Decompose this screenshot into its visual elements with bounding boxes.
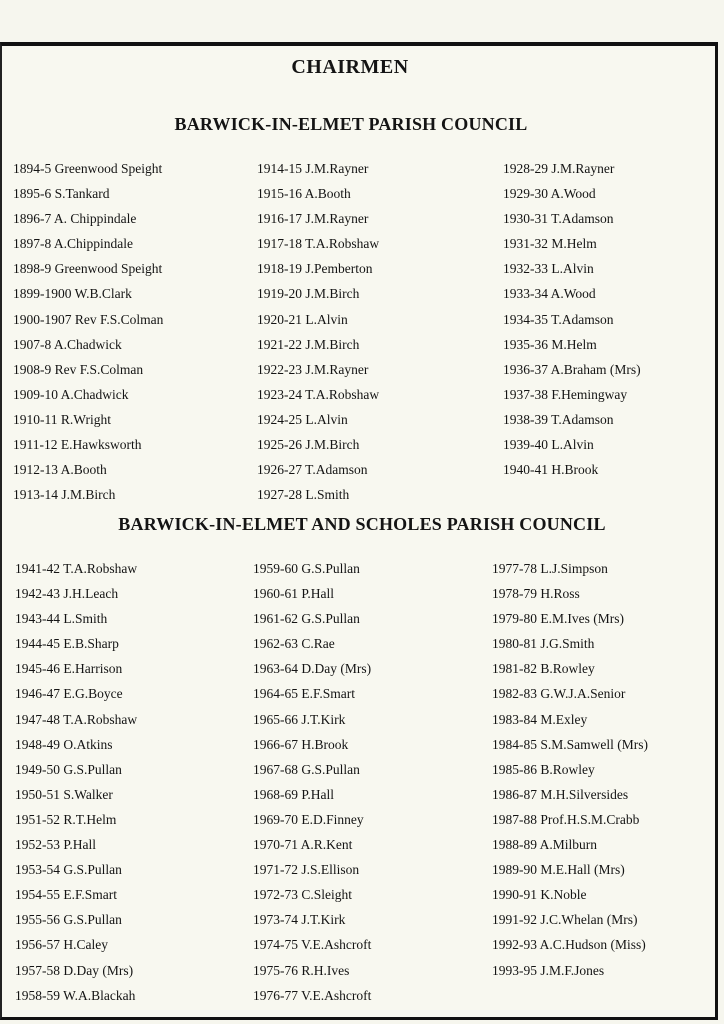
chairman-entry: 1942-43 J.H.Leach [15, 586, 119, 602]
chairman-entry: 1945-46 E.Harrison [15, 661, 123, 677]
chairman-entry: 1908-9 Rev F.S.Colman [13, 361, 144, 377]
chairman-entry: 1929-30 A.Wood [503, 186, 596, 202]
chairman-entry: 1987-88 Prof.H.S.M.Crabb [492, 811, 640, 827]
chairman-entry: 1937-38 F.Hemingway [503, 386, 628, 402]
chairman-entry: 1933-34 A.Wood [503, 286, 596, 302]
chairman-entry: 1976-77 V.E.Ashcroft [253, 987, 372, 1003]
chairman-entry: 1938-39 T.Adamson [503, 411, 614, 427]
chairman-entry: 1956-57 H.Caley [15, 937, 108, 953]
chairman-entry: 1974-75 V.E.Ashcroft [253, 937, 372, 953]
chairman-entry: 1918-19 J.Pemberton [257, 261, 373, 277]
chairman-entry: 1978-79 H.Ross [492, 586, 580, 602]
chairman-entry: 1928-29 J.M.Rayner [503, 161, 615, 176]
chairman-entry: 1923-24 T.A.Robshaw [257, 386, 380, 402]
chairman-entry: 1983-84 M.Exley [492, 711, 588, 727]
chairman-entry: 1966-67 H.Brook [253, 736, 349, 752]
chairman-entry: 1897-8 A.Chippindale [13, 236, 133, 252]
chairman-entry: 1924-25 L.Alvin [257, 411, 348, 427]
chairman-entry: 1936-37 A.Braham (Mrs) [503, 361, 641, 377]
chairman-entry: 1963-64 D.Day (Mrs) [253, 661, 372, 677]
chairman-entry: 1965-66 J.T.Kirk [253, 711, 346, 727]
chairman-entry: 1934-35 T.Adamson [503, 311, 614, 327]
chairman-entry: 1939-40 L.Alvin [503, 437, 594, 453]
chairman-entry: 1952-53 P.Hall [15, 837, 96, 853]
chairman-entry: 1950-51 S.Walker [15, 786, 113, 802]
chairman-entry: 1894-5 Greenwood Speight [13, 161, 163, 176]
chairman-entry: 1955-56 G.S.Pullan [15, 912, 122, 928]
chairman-entry: 1913-14 J.M.Birch [13, 487, 116, 503]
chairman-entry: 1975-76 R.H.Ives [253, 962, 350, 978]
chairman-entry: 1991-92 J.C.Whelan (Mrs) [492, 912, 638, 928]
chairman-entry: 1949-50 G.S.Pullan [15, 761, 122, 777]
section-heading-barwick-parish-council: BARWICK-IN-ELMET PARISH COUNCIL [174, 114, 528, 134]
chairman-entry: 1896-7 A. Chippindale [13, 211, 137, 227]
chairman-entry: 1951-52 R.T.Helm [15, 811, 117, 827]
chairman-entry: 1944-45 E.B.Sharp [15, 636, 119, 652]
chairmen-list-column [15, 556, 137, 1008]
chairman-entry: 1930-31 T.Adamson [503, 211, 614, 227]
chairman-entry: 1969-70 E.D.Finney [253, 811, 364, 827]
chairman-entry: 1961-62 G.S.Pullan [253, 611, 360, 627]
chairman-entry: 1979-80 E.M.Ives (Mrs) [492, 611, 624, 627]
chairman-entry: 1988-89 A.Milburn [492, 837, 598, 853]
chairman-entry: 1900-1907 Rev F.S.Colman [13, 311, 164, 327]
chairman-entry: 1970-71 A.R.Kent [253, 837, 353, 853]
chairman-entry: 1895-6 S.Tankard [13, 186, 110, 202]
chairman-entry: 1967-68 G.S.Pullan [253, 761, 360, 777]
chairman-entry: 1898-9 Greenwood Speight [13, 261, 163, 277]
chairman-entry: 1989-90 M.E.Hall (Mrs) [492, 862, 625, 878]
chairman-entry: 1972-73 C.Sleight [253, 887, 353, 903]
chairman-entry: 1992-93 A.C.Hudson (Miss) [492, 937, 646, 953]
chairman-entry: 1973-74 J.T.Kirk [253, 912, 346, 928]
chairmen-list-column [13, 156, 163, 507]
chairmen-list-column [503, 156, 641, 482]
chairman-entry: 1943-44 L.Smith [15, 611, 108, 627]
chairman-entry: 1990-91 K.Noble [492, 887, 587, 903]
chairman-entry: 1940-41 H.Brook [503, 462, 599, 478]
chairman-entry: 1941-42 T.A.Robshaw [15, 561, 138, 576]
chairman-entry: 1909-10 A.Chadwick [13, 386, 129, 402]
chairman-entry: 1977-78 L.J.Simpson [492, 561, 608, 576]
chairman-entry: 1993-95 J.M.F.Jones [492, 962, 605, 978]
chairman-entry: 1916-17 J.M.Rayner [257, 211, 369, 227]
chairman-entry: 1962-63 C.Rae [253, 636, 335, 652]
chairman-entry: 1917-18 T.A.Robshaw [257, 236, 380, 252]
chairman-entry: 1968-69 P.Hall [253, 786, 334, 802]
chairman-entry: 1971-72 J.S.Ellison [253, 862, 360, 878]
chairman-entry: 1959-60 G.S.Pullan [253, 561, 360, 576]
chairman-entry: 1960-61 P.Hall [253, 586, 334, 602]
chairman-entry: 1919-20 J.M.Birch [257, 286, 360, 302]
chairman-entry: 1914-15 J.M.Rayner [257, 161, 369, 176]
chairman-entry: 1957-58 D.Day (Mrs) [15, 962, 134, 978]
chairman-entry: 1927-28 L.Smith [257, 487, 350, 503]
chairman-entry: 1899-1900 W.B.Clark [13, 286, 132, 302]
chairman-entry: 1907-8 A.Chadwick [13, 336, 122, 352]
chairman-entry: 1912-13 A.Booth [13, 462, 107, 478]
chairman-entry: 1926-27 T.Adamson [257, 462, 368, 478]
chairman-entry: 1922-23 J.M.Rayner [257, 361, 369, 377]
chairmen-list-column [253, 556, 371, 1008]
chairman-entry: 1935-36 M.Helm [503, 336, 597, 352]
chairman-entry: 1954-55 E.F.Smart [15, 887, 118, 903]
chairman-entry: 1948-49 O.Atkins [15, 736, 113, 752]
chairman-entry: 1921-22 J.M.Birch [257, 336, 360, 352]
chairman-entry: 1953-54 G.S.Pullan [15, 862, 122, 878]
section-heading-barwick-scholes-parish-council: BARWICK-IN-ELMET AND SCHOLES PARISH COUNCIL [118, 514, 606, 534]
chairman-entry: 1920-21 L.Alvin [257, 311, 348, 327]
chairmen-list-column [492, 556, 648, 983]
page-title: CHAIRMEN [291, 56, 409, 78]
chairman-entry: 1985-86 B.Rowley [492, 761, 595, 777]
chairman-entry: 1958-59 W.A.Blackah [15, 987, 136, 1003]
chairman-entry: 1964-65 E.F.Smart [253, 686, 356, 702]
chairman-entry: 1931-32 M.Helm [503, 236, 597, 252]
chairman-entry: 1946-47 E.G.Boyce [15, 686, 123, 702]
chairman-entry: 1911-12 E.Hawksworth [13, 437, 142, 453]
chairman-entry: 1932-33 L.Alvin [503, 261, 594, 277]
chairman-entry: 1980-81 J.G.Smith [492, 636, 595, 652]
chairman-entry: 1910-11 R.Wright [13, 411, 111, 427]
chairmen-list-column [257, 156, 379, 507]
chairman-entry: 1925-26 J.M.Birch [257, 437, 360, 453]
chairman-entry: 1915-16 A.Booth [257, 186, 351, 202]
chairman-entry: 1986-87 M.H.Silversides [492, 786, 629, 802]
chairman-entry: 1947-48 T.A.Robshaw [15, 711, 138, 727]
chairman-entry: 1981-82 B.Rowley [492, 661, 595, 677]
chairman-entry: 1984-85 S.M.Samwell (Mrs) [492, 736, 648, 752]
chairman-entry: 1982-83 G.W.J.A.Senior [492, 686, 626, 702]
